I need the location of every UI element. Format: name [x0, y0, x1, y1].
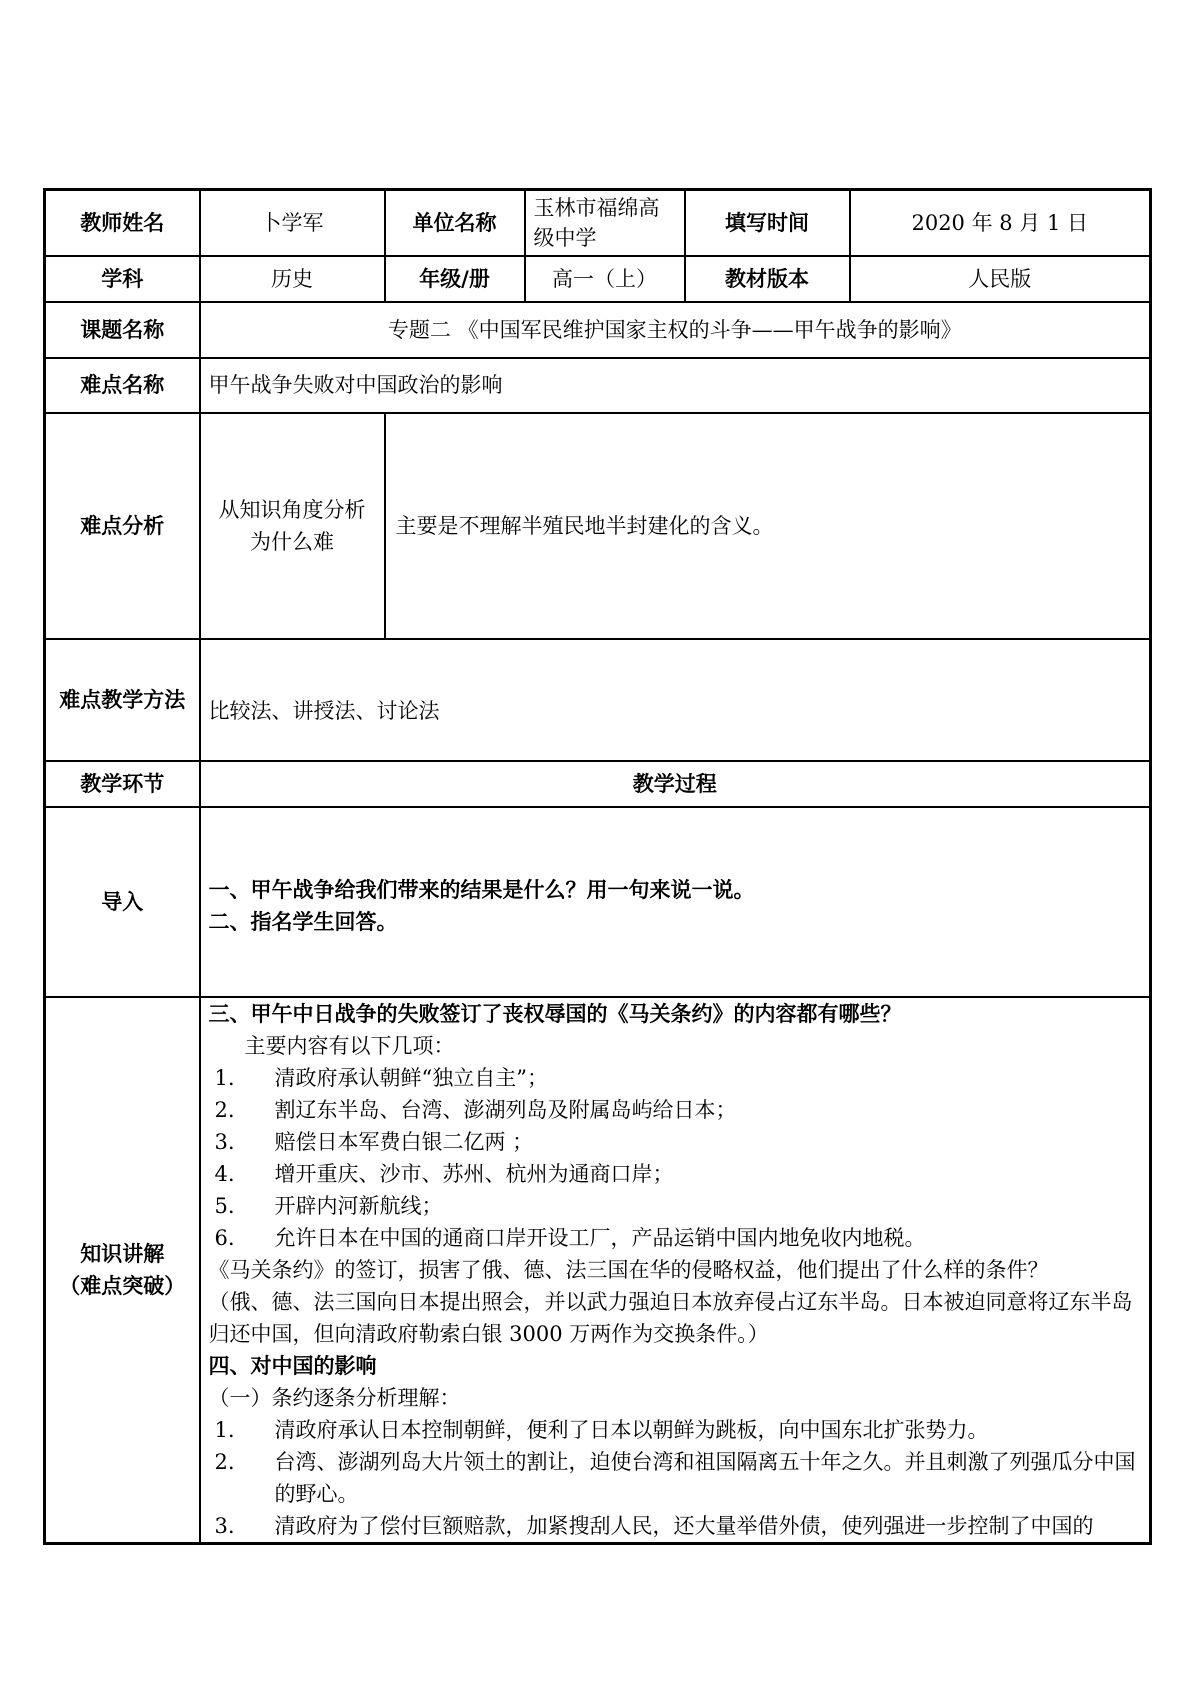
analysis-sub-heading: （一）条约逐条分析理解： — [208, 1385, 461, 1410]
analysis-item: 3. 清政府为了偿付巨额赔款，加紧搜刮人民，还大量举借外债，使列强进一步控制了中国的 — [214, 1513, 1094, 1538]
analysis-label: 难点分析 — [45, 413, 200, 639]
treaty-item: 4. 增开重庆、沙市、苏州、杭州为通商口岸； — [214, 1161, 674, 1186]
triple-intervention-question: 《马关条约》的签订，损害了俄、德、法三国在华的侵略权益，他们提出了什么样的条件？ — [208, 1257, 1049, 1282]
method-value: 比较法、讲授法、讨论法 — [200, 639, 1151, 761]
difficulty-label: 难点名称 — [45, 358, 200, 413]
treaty-item: 2. 割辽东半岛、台湾、澎湖列岛及附属岛屿给日本； — [214, 1097, 737, 1122]
unit-label: 单位名称 — [385, 190, 525, 256]
analysis-sub-label: 从知识角度分析为什么难 — [200, 413, 385, 639]
treaty-item: 3. 赔偿日本军费白银二亿两 ； — [214, 1129, 534, 1154]
stage-label: 教学环节 — [45, 761, 200, 807]
lesson-plan-table — [43, 188, 1152, 1545]
unit-value: 玉林市福绵高级中学 — [525, 190, 685, 256]
intro-line-2: 二、指名学生回答。 — [208, 909, 398, 934]
treaty-item: 1. 清政府承认朝鲜“独立自主”； — [214, 1065, 548, 1090]
knowledge-content — [200, 997, 1151, 1544]
method-label: 难点教学方法 — [45, 639, 200, 761]
header-row-2 — [45, 256, 1151, 302]
date-label: 填写时间 — [685, 190, 850, 256]
lesson-plan-sheet — [43, 188, 1149, 1538]
method-row — [45, 639, 1151, 761]
intro-label: 导入 — [45, 807, 200, 997]
analysis-value: 主要是不理解半殖民地半封建化的含义。 — [385, 413, 1151, 639]
knowledge-row — [45, 997, 1151, 1544]
topic-label: 课题名称 — [45, 302, 200, 358]
difficulty-row — [45, 358, 1151, 413]
knowledge-label-line-1: 知识讲解 — [80, 1241, 165, 1266]
triple-intervention-answer: （俄、德、法三国向日本提出照会，并以武力强迫日本放弃侵占辽东半岛。日本被迫同意将辽东半岛归还中国，但向清政府勒索白银 3000 万两作为交换条件。） — [208, 1289, 1133, 1346]
difficulty-value: 甲午战争失败对中国政治的影响 — [200, 358, 1151, 413]
section-4-heading: 四、对中国的影响 — [208, 1353, 377, 1378]
knowledge-label-line-2: （难点突破） — [59, 1273, 186, 1298]
process-label: 教学过程 — [200, 761, 1151, 807]
subject-value: 历史 — [200, 256, 385, 302]
analysis-item: 1. 清政府承认日本控制朝鲜，便利了日本以朝鲜为跳板，向中国东北扩张势力。 — [214, 1417, 989, 1442]
knowledge-label — [45, 997, 200, 1544]
intro-content — [200, 807, 1151, 997]
header-row-1 — [45, 190, 1151, 256]
section-3-heading: 三、甲午中日战争的失败签订了丧权辱国的《马关条约》的内容都有哪些？ — [208, 1001, 902, 1026]
intro-row — [45, 807, 1151, 997]
grade-value: 高一（上） — [525, 256, 685, 302]
teacher-value: 卜学军 — [200, 190, 385, 256]
process-header-row — [45, 761, 1151, 807]
treaty-intro-line: 主要内容有以下几项： — [244, 1033, 455, 1058]
analysis-row — [45, 413, 1151, 639]
subject-label: 学科 — [45, 256, 200, 302]
topic-row — [45, 302, 1151, 358]
topic-value: 专题二 《中国军民维护国家主权的斗争——甲午战争的影响》 — [200, 302, 1151, 358]
grade-label: 年级/册 — [385, 256, 525, 302]
treaty-item: 6. 允许日本在中国的通商口岸开设工厂，产品运销中国内地免收内地税。 — [214, 1225, 926, 1250]
analysis-item: 2. 台湾、澎湖列岛大片领土的割让，迫使台湾和祖国隔离五十年之久。并且刺激了列强瓜分中国的野心。 — [214, 1449, 1136, 1506]
edition-label: 教材版本 — [685, 256, 850, 302]
intro-line-1: 一、甲午战争给我们带来的结果是什么？用一句来说一说。 — [208, 877, 755, 902]
edition-value: 人民版 — [850, 256, 1151, 302]
date-value: 2020 年 8 月 1 日 — [850, 190, 1151, 256]
teacher-label: 教师姓名 — [45, 190, 200, 256]
treaty-item: 5. 开辟内河新航线； — [214, 1193, 443, 1218]
